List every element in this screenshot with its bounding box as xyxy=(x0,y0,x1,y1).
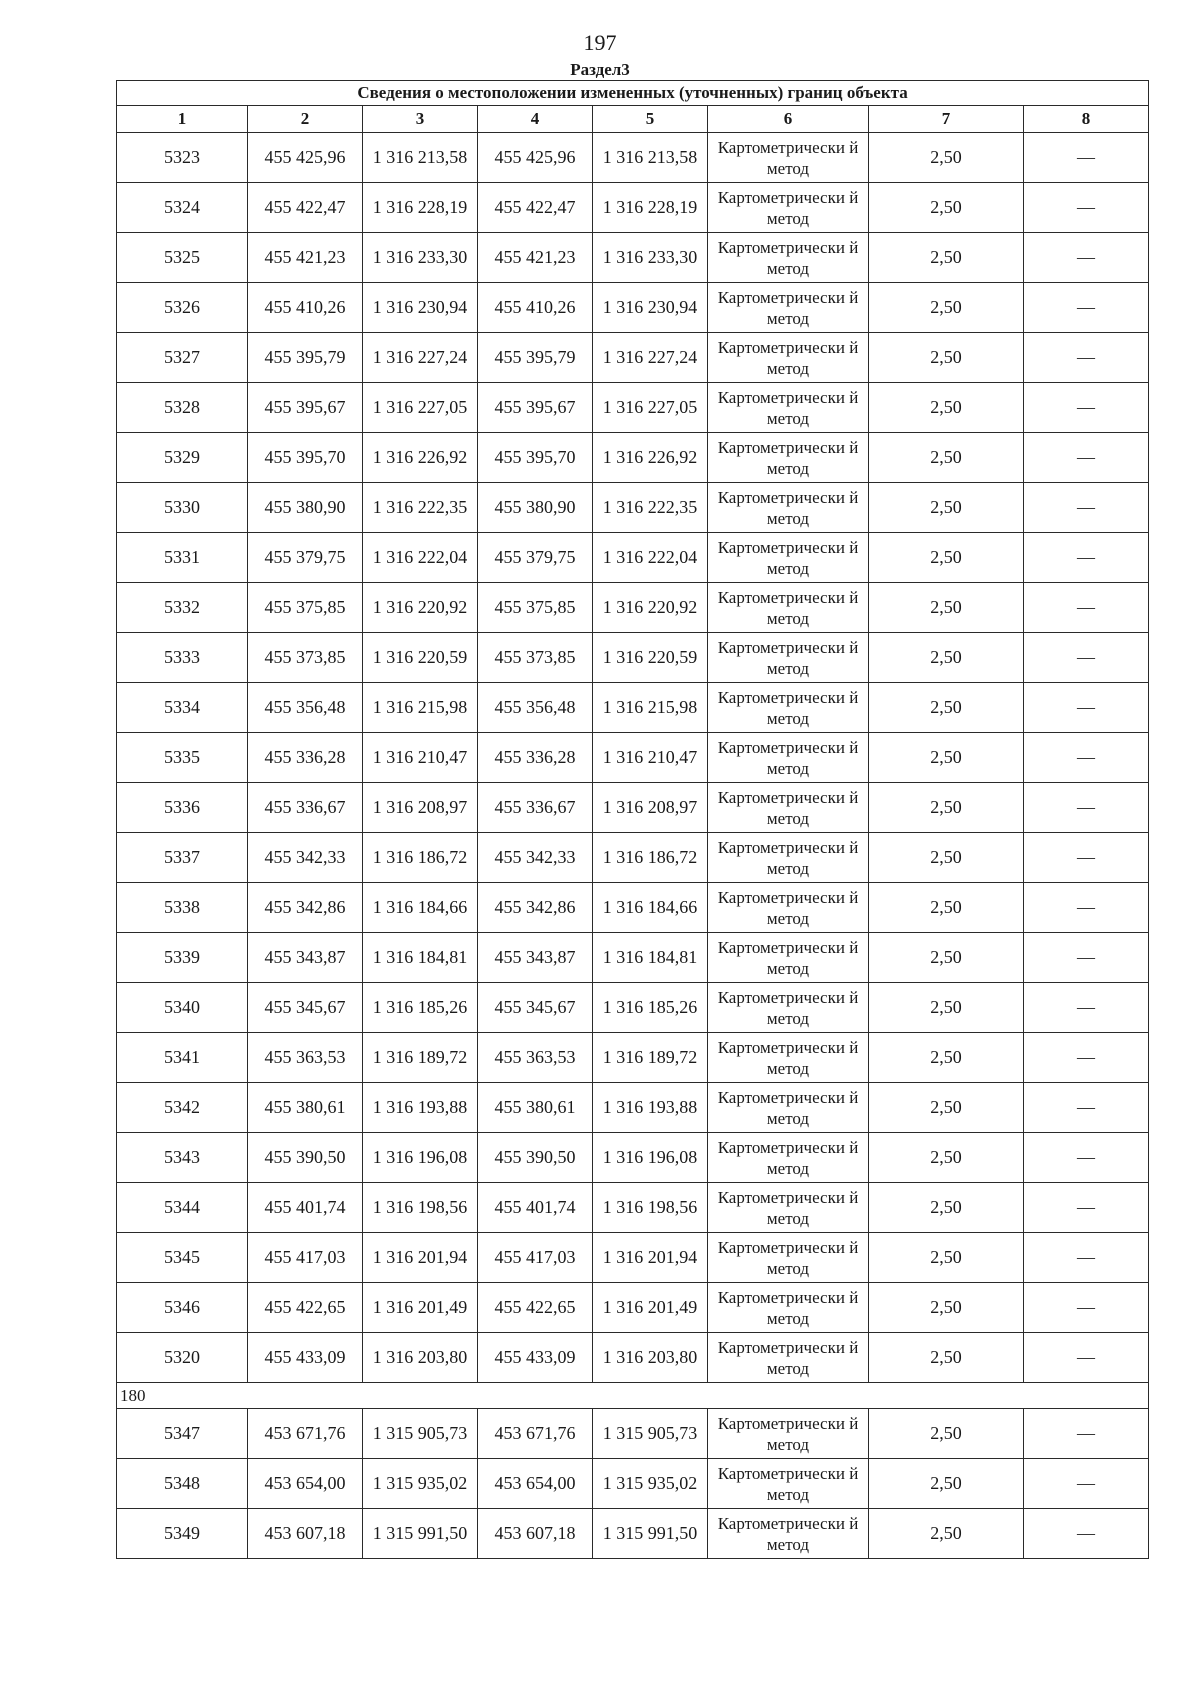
dash-cell: — xyxy=(1024,783,1149,833)
method-cell: Картометрически й метод xyxy=(708,1133,869,1183)
dash-cell: — xyxy=(1024,1409,1149,1459)
dash-cell: — xyxy=(1024,333,1149,383)
method-cell: Картометрически й метод xyxy=(708,883,869,933)
table-row xyxy=(117,1183,1149,1233)
coordinate-x-cell: 455 390,50 xyxy=(248,1133,363,1183)
accuracy-cell: 2,50 xyxy=(869,233,1024,283)
column-number: 4 xyxy=(478,106,593,133)
coordinate-y-cell: 1 316 222,04 xyxy=(593,533,708,583)
coordinate-y-cell: 1 316 215,98 xyxy=(593,683,708,733)
dash-cell: — xyxy=(1024,283,1149,333)
column-number: 6 xyxy=(708,106,869,133)
point-number-cell: 5329 xyxy=(117,433,248,483)
point-number-cell: 5335 xyxy=(117,733,248,783)
point-number-cell: 5349 xyxy=(117,1509,248,1559)
coordinate-x-cell: 455 433,09 xyxy=(478,1333,593,1383)
table-row xyxy=(117,183,1149,233)
method-cell: Картометрически й метод xyxy=(708,933,869,983)
coordinate-y-cell: 1 316 198,56 xyxy=(593,1183,708,1233)
coordinate-x-cell: 455 363,53 xyxy=(478,1033,593,1083)
point-number-cell: 5340 xyxy=(117,983,248,1033)
coordinate-y-cell: 1 316 226,92 xyxy=(363,433,478,483)
accuracy-cell: 2,50 xyxy=(869,1233,1024,1283)
accuracy-cell: 2,50 xyxy=(869,983,1024,1033)
point-number-cell: 5338 xyxy=(117,883,248,933)
coordinate-y-cell: 1 316 215,98 xyxy=(363,683,478,733)
coordinate-y-cell: 1 316 213,58 xyxy=(363,133,478,183)
accuracy-cell: 2,50 xyxy=(869,633,1024,683)
coordinate-y-cell: 1 316 184,81 xyxy=(363,933,478,983)
table-row xyxy=(117,383,1149,433)
coordinate-x-cell: 453 654,00 xyxy=(478,1459,593,1509)
table-row xyxy=(117,1333,1149,1383)
coordinate-y-cell: 1 316 189,72 xyxy=(593,1033,708,1083)
dash-cell: — xyxy=(1024,983,1149,1033)
coordinate-x-cell: 455 379,75 xyxy=(478,533,593,583)
coordinate-y-cell: 1 316 186,72 xyxy=(593,833,708,883)
coordinate-y-cell: 1 315 935,02 xyxy=(593,1459,708,1509)
accuracy-cell: 2,50 xyxy=(869,483,1024,533)
coordinate-y-cell: 1 316 184,81 xyxy=(593,933,708,983)
point-number-cell: 5333 xyxy=(117,633,248,683)
table-row xyxy=(117,1459,1149,1509)
accuracy-cell: 2,50 xyxy=(869,933,1024,983)
dash-cell: — xyxy=(1024,1333,1149,1383)
accuracy-cell: 2,50 xyxy=(869,783,1024,833)
coordinate-y-cell: 1 316 189,72 xyxy=(363,1033,478,1083)
method-cell: Картометрически й метод xyxy=(708,533,869,583)
coordinate-x-cell: 455 422,65 xyxy=(478,1283,593,1333)
coordinate-x-cell: 453 607,18 xyxy=(478,1509,593,1559)
column-number: 1 xyxy=(117,106,248,133)
column-number-row xyxy=(117,106,1149,133)
table-caption-row xyxy=(117,81,1149,106)
coordinate-y-cell: 1 316 193,88 xyxy=(363,1083,478,1133)
section-title: Раздел3 xyxy=(570,60,630,79)
column-number: 2 xyxy=(248,106,363,133)
coordinate-x-cell: 455 380,61 xyxy=(478,1083,593,1133)
method-cell: Картометрически й метод xyxy=(708,1409,869,1459)
coordinate-y-cell: 1 316 233,30 xyxy=(363,233,478,283)
method-cell: Картометрически й метод xyxy=(708,1509,869,1559)
dash-cell: — xyxy=(1024,1133,1149,1183)
coordinate-y-cell: 1 316 228,19 xyxy=(593,183,708,233)
coordinate-y-cell: 1 316 222,35 xyxy=(593,483,708,533)
coordinate-x-cell: 455 336,28 xyxy=(248,733,363,783)
coordinate-x-cell: 455 422,65 xyxy=(248,1283,363,1333)
dash-cell: — xyxy=(1024,183,1149,233)
point-number-cell: 5325 xyxy=(117,233,248,283)
coordinate-y-cell: 1 316 210,47 xyxy=(593,733,708,783)
accuracy-cell: 2,50 xyxy=(869,283,1024,333)
point-number-cell: 5345 xyxy=(117,1233,248,1283)
dash-cell: — xyxy=(1024,583,1149,633)
coordinate-x-cell: 455 373,85 xyxy=(478,633,593,683)
coordinate-x-cell: 455 390,50 xyxy=(478,1133,593,1183)
accuracy-cell: 2,50 xyxy=(869,833,1024,883)
coordinate-x-cell: 455 433,09 xyxy=(248,1333,363,1383)
coordinate-y-cell: 1 316 227,24 xyxy=(593,333,708,383)
coordinate-x-cell: 455 421,23 xyxy=(478,233,593,283)
accuracy-cell: 2,50 xyxy=(869,1083,1024,1133)
table-row xyxy=(117,983,1149,1033)
coordinates-table xyxy=(116,80,1149,1559)
point-number-cell: 5346 xyxy=(117,1283,248,1333)
method-cell: Картометрически й метод xyxy=(708,1183,869,1233)
point-number-cell: 5341 xyxy=(117,1033,248,1083)
coordinate-y-cell: 1 316 222,04 xyxy=(363,533,478,583)
page-number: 197 xyxy=(583,30,617,55)
coordinate-y-cell: 1 316 201,49 xyxy=(593,1283,708,1333)
coordinate-x-cell: 455 395,70 xyxy=(478,433,593,483)
table-row xyxy=(117,583,1149,633)
coordinate-x-cell: 455 417,03 xyxy=(248,1233,363,1283)
coordinate-y-cell: 1 315 991,50 xyxy=(593,1509,708,1559)
table-row xyxy=(117,733,1149,783)
column-number: 5 xyxy=(593,106,708,133)
coordinate-x-cell: 455 345,67 xyxy=(248,983,363,1033)
coordinate-x-cell: 455 336,67 xyxy=(248,783,363,833)
coordinate-x-cell: 455 336,28 xyxy=(478,733,593,783)
dash-cell: — xyxy=(1024,233,1149,283)
method-cell: Картометрически й метод xyxy=(708,1459,869,1509)
coordinate-y-cell: 1 315 905,73 xyxy=(363,1409,478,1459)
method-cell: Картометрически й метод xyxy=(708,283,869,333)
group-label: 180 xyxy=(117,1383,1149,1409)
coordinate-x-cell: 455 401,74 xyxy=(248,1183,363,1233)
coordinate-x-cell: 455 342,33 xyxy=(478,833,593,883)
table-row xyxy=(117,233,1149,283)
accuracy-cell: 2,50 xyxy=(869,1409,1024,1459)
coordinate-y-cell: 1 316 208,97 xyxy=(593,783,708,833)
table-row xyxy=(117,1509,1149,1559)
accuracy-cell: 2,50 xyxy=(869,133,1024,183)
coordinate-x-cell: 455 375,85 xyxy=(478,583,593,633)
coordinate-y-cell: 1 316 227,05 xyxy=(593,383,708,433)
coordinate-y-cell: 1 316 220,59 xyxy=(363,633,478,683)
coordinate-y-cell: 1 316 210,47 xyxy=(363,733,478,783)
coordinate-y-cell: 1 316 227,24 xyxy=(363,333,478,383)
table-body xyxy=(117,133,1149,1559)
coordinate-x-cell: 455 395,67 xyxy=(248,383,363,433)
coordinate-x-cell: 455 422,47 xyxy=(478,183,593,233)
accuracy-cell: 2,50 xyxy=(869,1509,1024,1559)
coordinate-x-cell: 453 671,76 xyxy=(248,1409,363,1459)
table-row xyxy=(117,1033,1149,1083)
point-number-cell: 5326 xyxy=(117,283,248,333)
accuracy-cell: 2,50 xyxy=(869,433,1024,483)
coordinate-x-cell: 455 395,79 xyxy=(248,333,363,383)
coordinate-y-cell: 1 316 185,26 xyxy=(593,983,708,1033)
dash-cell: — xyxy=(1024,1183,1149,1233)
method-cell: Картометрически й метод xyxy=(708,1233,869,1283)
method-cell: Картометрически й метод xyxy=(708,133,869,183)
coordinate-y-cell: 1 316 220,92 xyxy=(363,583,478,633)
dash-cell: — xyxy=(1024,1283,1149,1333)
coordinate-y-cell: 1 315 991,50 xyxy=(363,1509,478,1559)
table-row xyxy=(117,1233,1149,1283)
accuracy-cell: 2,50 xyxy=(869,1283,1024,1333)
dash-cell: — xyxy=(1024,1459,1149,1509)
coordinate-x-cell: 455 342,33 xyxy=(248,833,363,883)
table-row xyxy=(117,1133,1149,1183)
table-row xyxy=(117,133,1149,183)
coordinate-x-cell: 453 654,00 xyxy=(248,1459,363,1509)
coordinate-y-cell: 1 316 220,59 xyxy=(593,633,708,683)
table-row xyxy=(117,1409,1149,1459)
table-row xyxy=(117,533,1149,583)
coordinate-y-cell: 1 316 222,35 xyxy=(363,483,478,533)
table-row xyxy=(117,683,1149,733)
method-cell: Картометрически й метод xyxy=(708,633,869,683)
dash-cell: — xyxy=(1024,483,1149,533)
point-number-cell: 5336 xyxy=(117,783,248,833)
method-cell: Картометрически й метод xyxy=(708,583,869,633)
coordinate-x-cell: 455 356,48 xyxy=(248,683,363,733)
accuracy-cell: 2,50 xyxy=(869,683,1024,733)
coordinate-x-cell: 455 401,74 xyxy=(478,1183,593,1233)
column-number: 8 xyxy=(1024,106,1149,133)
accuracy-cell: 2,50 xyxy=(869,883,1024,933)
group-row xyxy=(117,1383,1149,1409)
point-number-cell: 5342 xyxy=(117,1083,248,1133)
coordinate-x-cell: 455 356,48 xyxy=(478,683,593,733)
coordinate-x-cell: 455 425,96 xyxy=(248,133,363,183)
method-cell: Картометрически й метод xyxy=(708,233,869,283)
table-row xyxy=(117,433,1149,483)
column-number: 3 xyxy=(363,106,478,133)
point-number-cell: 5330 xyxy=(117,483,248,533)
table-row xyxy=(117,883,1149,933)
coordinate-y-cell: 1 316 201,94 xyxy=(363,1233,478,1283)
method-cell: Картометрически й метод xyxy=(708,383,869,433)
coordinate-y-cell: 1 316 203,80 xyxy=(363,1333,478,1383)
table-row xyxy=(117,633,1149,683)
accuracy-cell: 2,50 xyxy=(869,1183,1024,1233)
coordinate-x-cell: 455 395,70 xyxy=(248,433,363,483)
coordinate-y-cell: 1 316 233,30 xyxy=(593,233,708,283)
dash-cell: — xyxy=(1024,433,1149,483)
dash-cell: — xyxy=(1024,883,1149,933)
accuracy-cell: 2,50 xyxy=(869,333,1024,383)
accuracy-cell: 2,50 xyxy=(869,383,1024,433)
point-number-cell: 5324 xyxy=(117,183,248,233)
point-number-cell: 5320 xyxy=(117,1333,248,1383)
coordinate-y-cell: 1 316 198,56 xyxy=(363,1183,478,1233)
coordinate-y-cell: 1 316 185,26 xyxy=(363,983,478,1033)
accuracy-cell: 2,50 xyxy=(869,1133,1024,1183)
point-number-cell: 5334 xyxy=(117,683,248,733)
coordinate-y-cell: 1 316 196,08 xyxy=(593,1133,708,1183)
coordinate-y-cell: 1 316 228,19 xyxy=(363,183,478,233)
coordinate-x-cell: 455 373,85 xyxy=(248,633,363,683)
method-cell: Картометрически й метод xyxy=(708,433,869,483)
dash-cell: — xyxy=(1024,733,1149,783)
point-number-cell: 5339 xyxy=(117,933,248,983)
method-cell: Картометрически й метод xyxy=(708,1033,869,1083)
coordinate-x-cell: 455 395,67 xyxy=(478,383,593,433)
method-cell: Картометрически й метод xyxy=(708,1083,869,1133)
accuracy-cell: 2,50 xyxy=(869,1333,1024,1383)
coordinate-y-cell: 1 316 220,92 xyxy=(593,583,708,633)
table-row xyxy=(117,1083,1149,1133)
coordinate-x-cell: 455 336,67 xyxy=(478,783,593,833)
coordinate-x-cell: 455 342,86 xyxy=(478,883,593,933)
coordinate-y-cell: 1 316 226,92 xyxy=(593,433,708,483)
coordinate-x-cell: 453 607,18 xyxy=(248,1509,363,1559)
coordinate-x-cell: 455 421,23 xyxy=(248,233,363,283)
method-cell: Картометрически й метод xyxy=(708,483,869,533)
coordinate-y-cell: 1 316 230,94 xyxy=(363,283,478,333)
coordinate-y-cell: 1 316 230,94 xyxy=(593,283,708,333)
table-row xyxy=(117,333,1149,383)
coordinate-x-cell: 455 345,67 xyxy=(478,983,593,1033)
coordinate-x-cell: 455 410,26 xyxy=(248,283,363,333)
accuracy-cell: 2,50 xyxy=(869,1033,1024,1083)
point-number-cell: 5327 xyxy=(117,333,248,383)
dash-cell: — xyxy=(1024,833,1149,883)
accuracy-cell: 2,50 xyxy=(869,1459,1024,1509)
coordinate-x-cell: 455 342,86 xyxy=(248,883,363,933)
dash-cell: — xyxy=(1024,383,1149,433)
accuracy-cell: 2,50 xyxy=(869,533,1024,583)
method-cell: Картометрически й метод xyxy=(708,333,869,383)
accuracy-cell: 2,50 xyxy=(869,733,1024,783)
table-row xyxy=(117,1283,1149,1333)
method-cell: Картометрически й метод xyxy=(708,183,869,233)
coordinate-y-cell: 1 315 935,02 xyxy=(363,1459,478,1509)
coordinate-x-cell: 455 380,90 xyxy=(248,483,363,533)
point-number-cell: 5332 xyxy=(117,583,248,633)
point-number-cell: 5337 xyxy=(117,833,248,883)
coordinate-y-cell: 1 316 184,66 xyxy=(363,883,478,933)
coordinate-x-cell: 455 380,61 xyxy=(248,1083,363,1133)
accuracy-cell: 2,50 xyxy=(869,583,1024,633)
dash-cell: — xyxy=(1024,1033,1149,1083)
dash-cell: — xyxy=(1024,633,1149,683)
coordinate-x-cell: 455 422,47 xyxy=(248,183,363,233)
coordinate-y-cell: 1 316 193,88 xyxy=(593,1083,708,1133)
table-row xyxy=(117,283,1149,333)
table-caption: Сведения о местоположении измененных (уточненных) границ объекта xyxy=(117,81,1149,106)
coordinate-y-cell: 1 316 201,49 xyxy=(363,1283,478,1333)
dash-cell: — xyxy=(1024,133,1149,183)
coordinate-y-cell: 1 316 203,80 xyxy=(593,1333,708,1383)
method-cell: Картометрически й метод xyxy=(708,833,869,883)
point-number-cell: 5343 xyxy=(117,1133,248,1183)
point-number-cell: 5323 xyxy=(117,133,248,183)
coordinate-x-cell: 455 417,03 xyxy=(478,1233,593,1283)
dash-cell: — xyxy=(1024,533,1149,583)
coordinate-x-cell: 455 395,79 xyxy=(478,333,593,383)
table-row xyxy=(117,783,1149,833)
coordinate-y-cell: 1 316 227,05 xyxy=(363,383,478,433)
point-number-cell: 5328 xyxy=(117,383,248,433)
method-cell: Картометрически й метод xyxy=(708,1283,869,1333)
coordinate-x-cell: 453 671,76 xyxy=(478,1409,593,1459)
dash-cell: — xyxy=(1024,683,1149,733)
dash-cell: — xyxy=(1024,1509,1149,1559)
dash-cell: — xyxy=(1024,1233,1149,1283)
coordinate-y-cell: 1 316 208,97 xyxy=(363,783,478,833)
point-number-cell: 5348 xyxy=(117,1459,248,1509)
coordinate-y-cell: 1 316 213,58 xyxy=(593,133,708,183)
table-row xyxy=(117,933,1149,983)
coordinate-x-cell: 455 425,96 xyxy=(478,133,593,183)
dash-cell: — xyxy=(1024,933,1149,983)
point-number-cell: 5347 xyxy=(117,1409,248,1459)
dash-cell: — xyxy=(1024,1083,1149,1133)
coordinate-x-cell: 455 343,87 xyxy=(478,933,593,983)
coordinate-x-cell: 455 363,53 xyxy=(248,1033,363,1083)
method-cell: Картометрически й метод xyxy=(708,683,869,733)
table-row xyxy=(117,483,1149,533)
column-number: 7 xyxy=(869,106,1024,133)
coordinate-y-cell: 1 316 196,08 xyxy=(363,1133,478,1183)
table-row xyxy=(117,833,1149,883)
point-number-cell: 5344 xyxy=(117,1183,248,1233)
coordinate-y-cell: 1 316 186,72 xyxy=(363,833,478,883)
method-cell: Картометрически й метод xyxy=(708,1333,869,1383)
point-number-cell: 5331 xyxy=(117,533,248,583)
coordinate-y-cell: 1 316 201,94 xyxy=(593,1233,708,1283)
coordinate-y-cell: 1 316 184,66 xyxy=(593,883,708,933)
coordinate-y-cell: 1 315 905,73 xyxy=(593,1409,708,1459)
method-cell: Картометрически й метод xyxy=(708,733,869,783)
coordinate-x-cell: 455 410,26 xyxy=(478,283,593,333)
method-cell: Картометрически й метод xyxy=(708,783,869,833)
coordinate-x-cell: 455 375,85 xyxy=(248,583,363,633)
coordinate-x-cell: 455 380,90 xyxy=(478,483,593,533)
method-cell: Картометрически й метод xyxy=(708,983,869,1033)
accuracy-cell: 2,50 xyxy=(869,183,1024,233)
coordinate-x-cell: 455 343,87 xyxy=(248,933,363,983)
coordinate-x-cell: 455 379,75 xyxy=(248,533,363,583)
